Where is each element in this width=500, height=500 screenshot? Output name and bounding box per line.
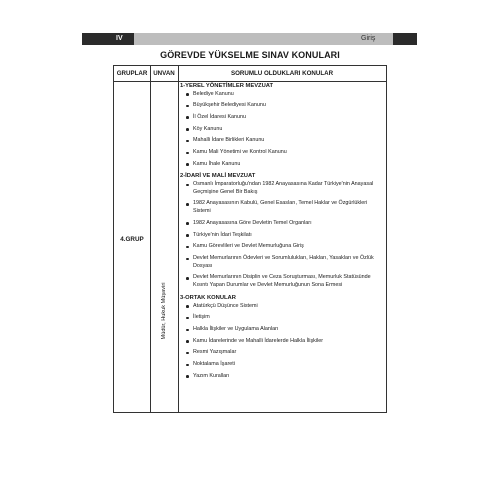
topic-text: 1982 Anayasasının Kabulü, Genel Esasları, Temel Haklar ve Özgürlükleri Sistemi: [193, 200, 368, 215]
section-title: 3-ORTAK KONULAR: [180, 295, 236, 302]
list-item: [180, 181, 382, 197]
bullet-icon: [186, 305, 189, 308]
list-item: [180, 114, 382, 122]
header-spacer: [134, 33, 359, 45]
column-header-topics: SORUMLU OLDUKLARI KONULAR: [230, 70, 334, 77]
bullet-icon: [186, 277, 189, 280]
topic-text: Kamu Mali Yönetimi ve Kontrol Kanunu: [193, 148, 287, 155]
topic-text: Noktalama İşareti: [193, 360, 235, 367]
topics-cell: [180, 82, 382, 384]
topic-list: [180, 303, 382, 381]
bullet-icon: [186, 317, 189, 320]
list-item: [180, 200, 382, 216]
bullet-icon: [186, 340, 189, 343]
bullet-icon: [186, 140, 189, 143]
list-item: [180, 232, 382, 240]
topic-text: Atatürkçü Düşünce Sistemi: [193, 302, 258, 309]
list-item: [180, 161, 382, 169]
bullet-icon: [186, 184, 189, 187]
list-item: [180, 137, 382, 145]
topic-text: Devlet Memurlarının Ödevleri ve Sorumlulukları, Hakları, Yasakları ve Özlük Dosyası: [193, 254, 374, 269]
list-item: [180, 126, 382, 134]
column-header-groups: GRUPLAR: [114, 66, 151, 81]
bullet-icon: [186, 222, 189, 225]
bullet-icon: [186, 152, 189, 155]
bullet-icon: [186, 203, 189, 206]
topic-text: Kamu İhale Kanunu: [193, 160, 241, 167]
topic-text: Halkla İlişkiler ve Uygulama Alanları: [193, 325, 279, 332]
table-header: [114, 66, 386, 82]
list-item: [180, 338, 382, 346]
topic-text: Osmanlı İmparatorluğu'ndan 1982 Anayasasına Kadar Türkiye'nin Anayasal Geçmişine Genel Bir Bakış: [193, 180, 374, 195]
bullet-icon: [186, 128, 189, 131]
topic-list: [180, 181, 382, 290]
list-item: [180, 255, 382, 271]
list-item: [180, 303, 382, 311]
bullet-icon: [186, 375, 189, 378]
unvan-cell: Müdür, Hukuk Müşaviri: [161, 282, 167, 340]
column-header-unvan: UNVAN: [150, 66, 179, 81]
topic-text: Resmi Yazışmalar: [193, 349, 237, 356]
topic-list: [180, 91, 382, 169]
column-divider: [178, 81, 179, 412]
topic-text: Kamu Görevlileri ve Devlet Memurluğuna Giriş: [193, 243, 304, 250]
page-title: GÖREVDE YÜKSELME SINAV KONULARI: [160, 50, 340, 60]
topic-text: Köy Kanunu: [193, 125, 223, 132]
topic-text: İletişim: [193, 314, 210, 321]
exam-topics-table: [113, 65, 387, 413]
section-label: Giriş: [359, 33, 393, 45]
topic-text: Devlet Memurlarının Disiplin ve Ceza Soruşturması, Memurluk Statüsünde Kısıntı Yapan Durumlar ve Devlet Memurluğunun Sona Ermesi: [193, 274, 371, 289]
bullet-icon: [186, 258, 189, 261]
bullet-icon: [186, 163, 189, 166]
bullet-icon: [186, 364, 189, 367]
list-item: [180, 149, 382, 157]
bullet-icon: [186, 352, 189, 355]
list-item: [180, 361, 382, 369]
page-number: IV: [82, 33, 134, 45]
header-end-block: [393, 33, 417, 45]
column-divider: [150, 81, 151, 412]
bullet-icon: [186, 105, 189, 108]
topic-text: İl Özel İdaresi Kanunu: [193, 113, 247, 120]
section-title: 1-YEREL YÖNETİMLER MEVZUAT: [180, 83, 274, 89]
group-cell: 4.GRUP: [120, 236, 144, 243]
list-item: [180, 220, 382, 228]
list-item: [180, 326, 382, 334]
list-item: [180, 243, 382, 251]
topic-text: Kamu İdarelerinde ve Mahalli İdarelerde Halkla İlişkiler: [193, 337, 324, 344]
list-item: [180, 373, 382, 381]
bullet-icon: [186, 116, 189, 119]
list-item: [180, 91, 382, 99]
list-item: [180, 349, 382, 357]
list-item: [180, 102, 382, 110]
topic-text: Büyükşehir Belediyesi Kanunu: [193, 102, 266, 109]
page-header: [82, 33, 417, 45]
topic-text: Türkiye'nin İdari Teşkilatı: [193, 231, 252, 238]
topic-text: Mahalli İdare Birlikleri Kanunu: [193, 137, 265, 144]
list-item: [180, 314, 382, 322]
bullet-icon: [186, 234, 189, 237]
bullet-icon: [186, 93, 189, 96]
bullet-icon: [186, 246, 189, 249]
topic-text: Belediye Kanunu: [193, 90, 234, 97]
list-item: [180, 274, 382, 290]
section-title: 2-İDARİ VE MALİ MEVZUAT: [180, 173, 256, 180]
topic-text: Yazım Kuralları: [193, 372, 230, 379]
topic-text: 1982 Anayasasına Göre Devletin Temel Organları: [193, 219, 312, 226]
bullet-icon: [186, 329, 189, 332]
